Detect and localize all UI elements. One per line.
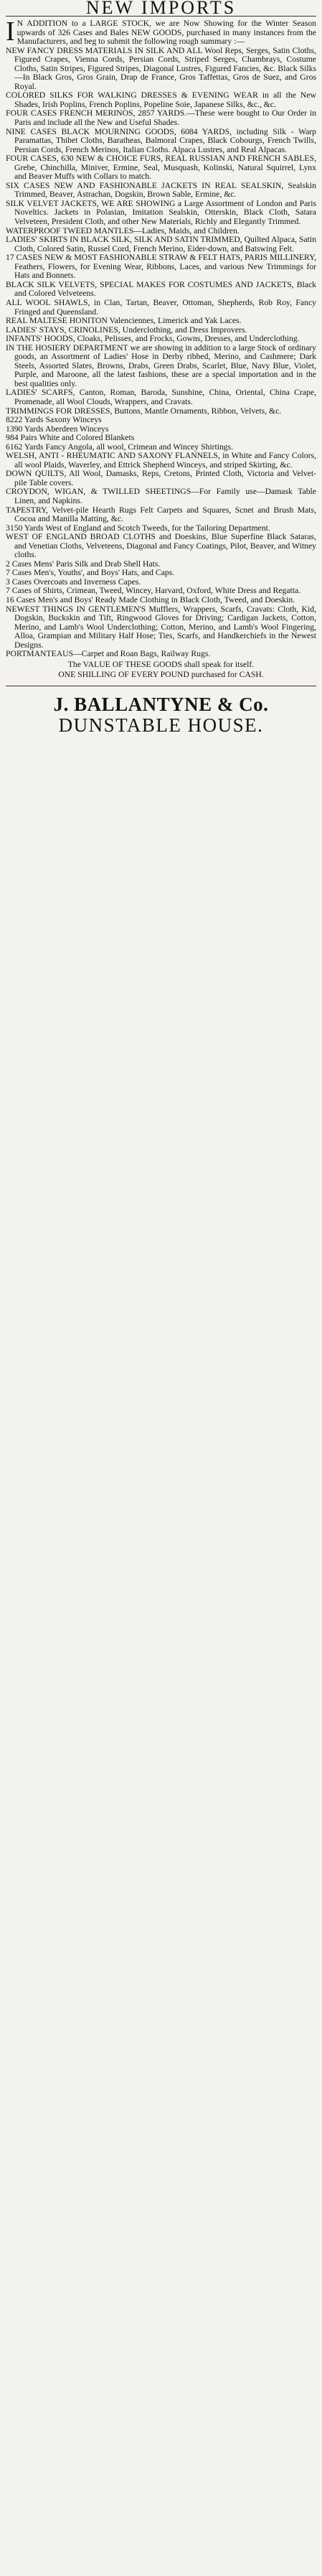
item-list <box>6 47 316 659</box>
list-item: WATERPROOF TWEED MANTLES—Ladies, Maids, and Children. <box>6 225 240 235</box>
list-item: LADIES' SKIRTS IN BLACK SILK, SILK AND SATIN TRIMMED, Quilted Alpaca, Satin Cloth, Colored Satin, Russel Cord, French Merino, Eider-down, and Batswing Felt. <box>6 235 316 253</box>
list-item: PORTMANTEAUS—Carpet and Roan Bags, Railway Rugs. <box>6 649 211 659</box>
closing-2: ONE SHILLING OF EVERY POUND purchased for CASH. <box>58 670 264 680</box>
list-item: NEWEST THINGS IN GENTLEMEN'S Mufflers, Wrappers, Scarfs, Cravats: Cloth, Kid, Dogskin, Buckskin and Tift, Ringwood Gloves for Driving; Cardigan Jackets, Cotton, Merino, and Lamb's Wool Underclothing; Cotton, Merino, and Lamb's Wool Fingering, Alloa, Grampian and Military Half Hose; Ties, Scarfs, and Handkerchiefs in the Newest Designs. <box>6 604 316 650</box>
list-item: 7 Cases of Shirts, Crimean, Tweed, Wincey, Harvard, Oxford, White Dress and Regatta. <box>6 586 301 596</box>
list-item: SIX CASES NEW AND FASHIONABLE JACKETS IN REAL SEALSKIN, Sealskin Trimmed, Beaver, Astrachan, Dogskin, Brown Sable, Ermine, &c. <box>6 180 316 200</box>
list-item: FOUR CASES, 630 NEW & CHOICE FURS, REAL RUSSIAN AND FRENCH SABLES, Grebe, Chinchilla, Miniver, Ermine, Seal, Musquash, Kolinski, Natural Squirrel, Lynx and Beaver Muffs with Collars to match. <box>6 154 316 182</box>
list-item: BLACK SILK VELVETS, SPECIAL MAKES FOR COSTUMES AND JACKETS, Black and Colored Velveteens. <box>6 279 316 299</box>
list-item: DOWN QUILTS, All Wool, Damasks, Reps, Cretons, Printed Cloth, Victoria and Velvet-pile Table covers. <box>6 469 316 487</box>
list-item: WEST OF ENGLAND BROAD CLOTHS and Doeskins, Blue Superfine Black Sataras, and Venetian Cloths, Velveteens, Diagonal and Fancy Coatings, Pilot, Beaver, and Witney cloths. <box>6 532 316 560</box>
list-item: INFANTS' HOODS, Cloaks, Pelisses, and Frocks, Gowns, Dresses, and Underclothing. <box>6 334 300 344</box>
drop-cap: I <box>6 17 15 47</box>
signature-place: DUNSTABLE HOUSE. <box>58 714 264 737</box>
signature-name: J. BALLANTYNE & Co. <box>53 694 269 716</box>
closing-1: The VALUE OF THESE GOODS shall speak for itself. <box>67 659 255 669</box>
list-item: CROYDON, WIGAN, & TWILLED SHEETINGS—For Family use—Damask Table Linen, and Napkins. <box>6 487 316 505</box>
advertisement-body <box>6 19 316 680</box>
intro-text: N ADDITION to a LARGE STOCK, we are Now Showing for the Winter Season upwards of 326 Cases and Bales NEW GOODS, purchased in many instances from the Manufacturers, and beg to submit the following rough summary :— <box>16 19 316 47</box>
list-item: TAPESTRY, Velvet-pile Hearth Rugs Felt Carpets and Squares, Scnet and Brush Mats, Cocoa and Manilla Matting, &c. <box>6 505 316 524</box>
list-item: 1390 Yards Aberdeen Winceys <box>6 424 109 434</box>
list-item: REAL MALTESE HONITON Valenciennes, Limerick and Yak Laces. <box>6 316 242 326</box>
list-item: LADIES' STAYS, CRINOLINES, Underclothing, and Dress Improvers. <box>6 325 247 335</box>
list-item: 8222 Yards Saxony Winceys <box>6 415 102 425</box>
intro-paragraph <box>6 19 316 47</box>
list-item: IN THE HOSIERY DEPARTMENT we are showing in addition to a large Stock of ordinary goods, an Assortment of Ladies' Hose in Derby ribbed, Merino, and Cashmere; Dark Steels, Assorted Slates, Browns, Drabs, Green Drabs, Scarlet, Blue, Navy Blue, Violet, Purple, and Maroone, all the latest fashions, these are a special importation and in the best qualities only. <box>6 342 316 388</box>
list-item: ALL WOOL SHAWLS, in Clan, Tartan, Beaver, Ottoman, Shepherds, Rob Roy, Fancy Fringed and Queensland. <box>6 297 316 317</box>
list-item: FOUR CASES FRENCH MERINOS, 2857 YARDS.—These were bought to Our Order in Paris and include all the New and Useful Shades. <box>6 108 316 128</box>
list-item: 984 Pairs White and Colored Blankets <box>6 433 135 443</box>
list-item: LADIES' SCARFS, Canton, Roman, Baroda, Sunshine, China, Oriental, China Crape, Promenade, all Wool Clouds, Wrappers, and Cravats. <box>6 388 316 406</box>
list-item: COLORED SILKS FOR WALKING DRESSES & EVENING WEAR in all the New Shades, Irish Poplins, French Poplins, Popeline Soie, Japanese Silks, &c., &c. <box>6 90 316 109</box>
list-item: 7 Cases Men's, Youths', and Boys' Hats, and Caps. <box>6 568 175 578</box>
list-item: 3 Cases Overcoats and Inverness Capes. <box>6 577 141 587</box>
list-item: SILK VELVET JACKETS, WE ARE SHOWING a Large Assortment of London and Paris Noveltics. Jackets in Polasian, Imitation Sealskin, Otterskin, Black Cloth, Satara Velveteen, President Cloth, and other New Materials, Richly and Elegantly Trimmed. <box>6 198 316 227</box>
heading-rule <box>6 16 316 17</box>
list-item: NINE CASES BLACK MOURNING GOODS, 6084 YARDS, including Silk - Warp Paramattas, Thibet Cloths, Baratheas, Balmoral Crapes, Black Cobourgs, French Twills, Persian Cords, French Merinos, Italian Cloths. Alpaca Lustres, and Real Alpacas. <box>6 126 316 154</box>
heading: NEW IMPORTS <box>85 0 237 14</box>
list-item: TRIMMINGS FOR DRESSES, Buttons, Mantle Ornaments, Ribbon, Velvets, &c. <box>6 406 282 416</box>
list-item: 17 CASES NEW & MOST FASHIONABLE STRAW & FELT HATS, PARIS MILLINERY, Feathers, Flowers, for Evening Wear, Ribbons, Laces, and various New Trimmings for Hats and Bonnets. <box>6 253 316 281</box>
list-item: 2 Cases Mens' Paris Silk and Drab Shell Hats. <box>6 559 161 569</box>
list-item: WELSH, ANTI - RHEUMATIC AND SAXONY FLANNELS, in White and Fancy Colors, all wool Plaids, Waverley, and Ettrick Shepherd Winceys, and striped Skirting, &c. <box>6 451 316 470</box>
list-item: 6162 Yards Fancy Angola, all wool, Crimean and Wincey Shirtings. <box>6 442 234 452</box>
list-item: 3150 Yards West of England and Scotch Tweeds, for the Tailoring Department. <box>6 523 270 533</box>
list-item: NEW FANCY DRESS MATERIALS IN SILK AND ALL Wool Reps, Serges, Satin Cloths, Figured Crapes, Vienna Cords, Persian Cords, Striped Serges, Chambrays, Costume Cloths, Satin Stripes, Figured Stripes, Diagonal Lustres, Figured Fancies, &c. Black Silks—In Black Gros, Gros Grain, Drap de France, Gros Taffettas, Gros de Suez, and Gros Royal. <box>6 45 316 91</box>
list-item: 16 Cases Men's and Boys' Ready Made Clothing in Black Cloth, Tweed, and Doeskin. <box>6 595 295 605</box>
